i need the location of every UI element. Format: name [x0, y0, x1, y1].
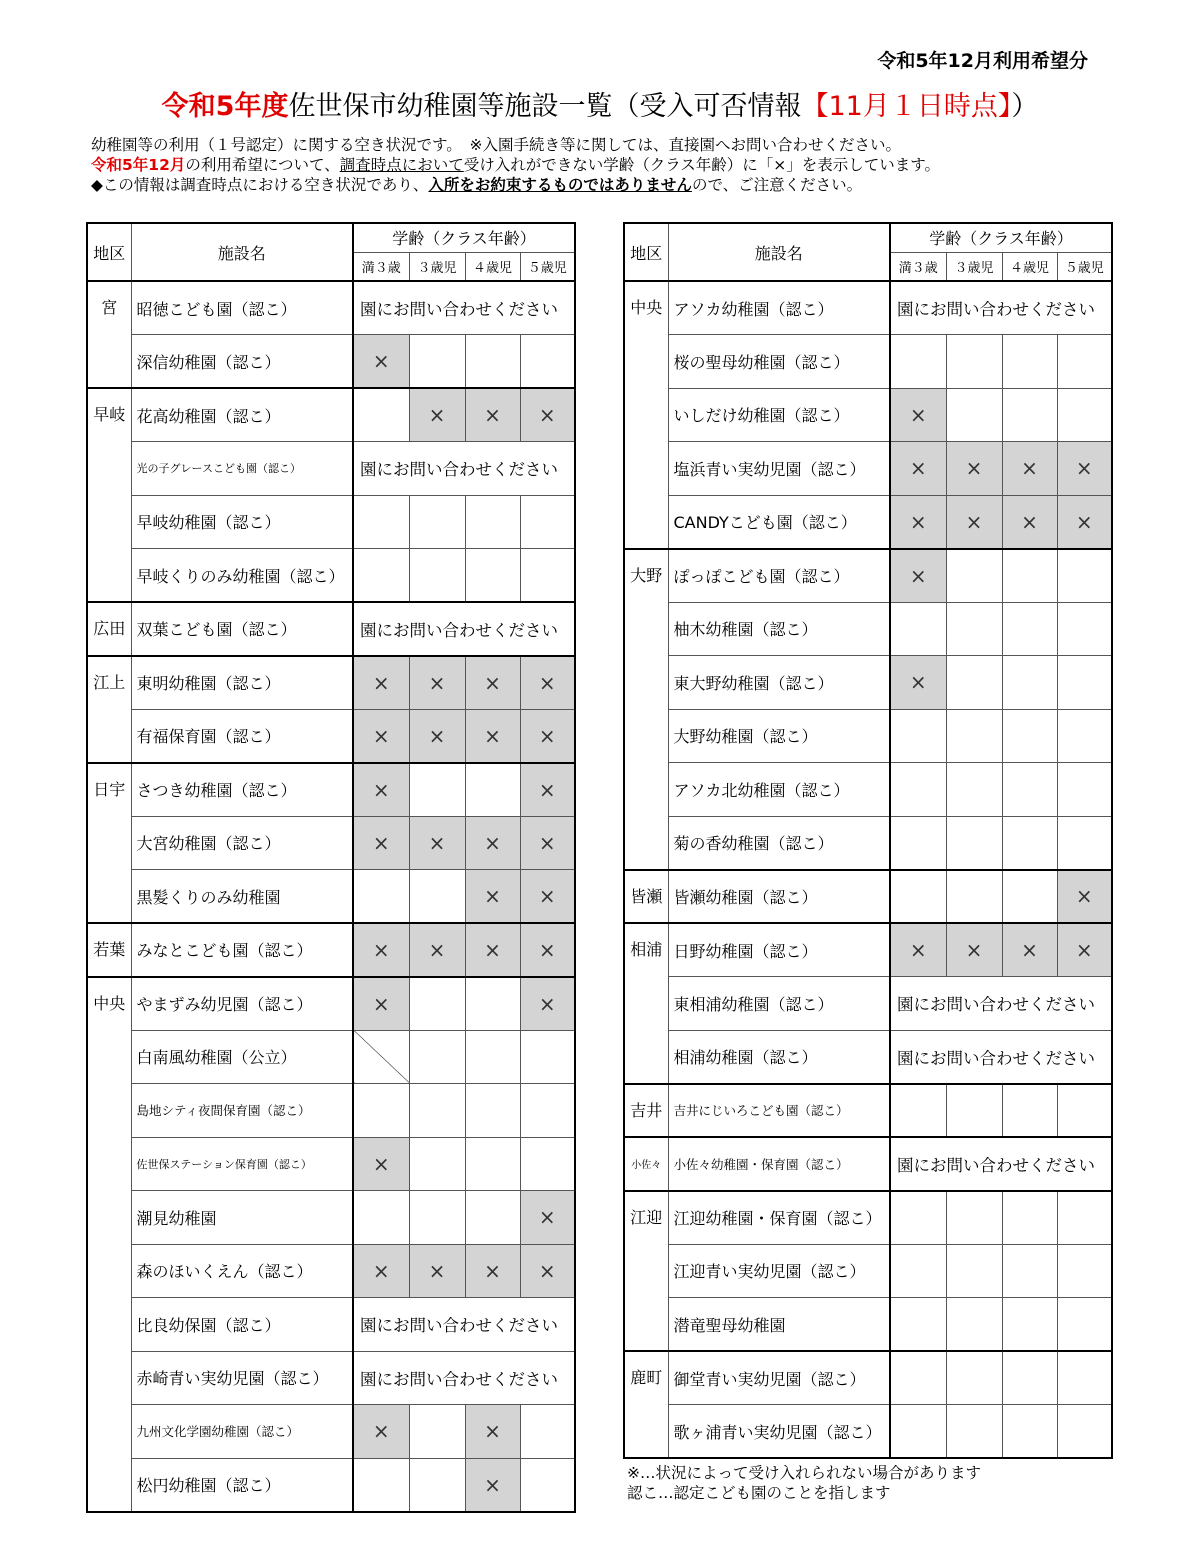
table-row	[87, 977, 575, 1031]
available-cell	[946, 388, 1002, 442]
available-cell	[1057, 1191, 1112, 1245]
unavailable-mark: ×	[890, 495, 946, 549]
unavailable-mark: ×	[465, 1458, 520, 1512]
table-row	[87, 1137, 575, 1191]
facility-name: 光の子グレースこども園（認こ）	[131, 442, 353, 496]
table-row	[87, 1084, 575, 1138]
table-row	[624, 442, 1112, 496]
unavailable-mark: ×	[890, 442, 946, 496]
table-row	[624, 335, 1112, 389]
available-cell	[946, 1405, 1002, 1459]
footnotes	[627, 1463, 981, 1503]
table-row	[624, 923, 1112, 977]
available-cell	[465, 1191, 520, 1245]
inquiry-note: 園にお問い合わせください	[353, 1351, 575, 1405]
table-row	[87, 870, 575, 924]
available-cell	[890, 1351, 946, 1405]
district-cell: 宮	[87, 281, 131, 388]
available-cell	[946, 335, 1002, 389]
facility-name: 昭徳こども園（認こ）	[131, 281, 353, 335]
unavailable-mark: ×	[946, 495, 1002, 549]
header-age-group: 学齢（クラス年齢）	[353, 223, 575, 252]
table-row	[624, 1191, 1112, 1245]
available-cell	[946, 549, 1002, 603]
facility-name: 塩浜青い実幼児園（認こ）	[668, 442, 890, 496]
header-district: 地区	[624, 223, 668, 281]
available-cell	[409, 1137, 465, 1191]
table-row	[624, 549, 1112, 603]
available-cell	[1057, 388, 1112, 442]
district-cell: 若葉	[87, 923, 131, 977]
unavailable-mark: ×	[1002, 923, 1057, 977]
unavailable-mark: ×	[465, 709, 520, 763]
available-cell	[1002, 335, 1057, 389]
unavailable-mark: ×	[890, 656, 946, 710]
available-cell	[1057, 1084, 1112, 1138]
available-cell	[520, 1084, 575, 1138]
table-row	[87, 816, 575, 870]
title-year: 令和5年度	[161, 91, 289, 122]
note-text: 受け入れができない学齢（クラス年齢）に「×」を表示しています。	[463, 156, 941, 174]
available-cell	[1057, 763, 1112, 817]
facility-name: 東相浦幼稚園（認こ）	[668, 977, 890, 1031]
facility-name: 柚木幼稚園（認こ）	[668, 602, 890, 656]
available-cell	[1057, 602, 1112, 656]
table-row	[87, 495, 575, 549]
unavailable-mark: ×	[353, 1244, 409, 1298]
available-cell	[890, 1405, 946, 1459]
table-row	[624, 602, 1112, 656]
facility-table-left	[86, 222, 576, 1513]
page-title	[0, 84, 1200, 123]
available-cell	[1057, 656, 1112, 710]
header-age-3: ４歳児	[1002, 252, 1057, 281]
table-row	[87, 442, 575, 496]
available-cell	[1057, 335, 1112, 389]
unavailable-mark: ×	[890, 923, 946, 977]
table-row	[87, 1458, 575, 1512]
unavailable-mark: ×	[520, 709, 575, 763]
header-age-3: ４歳児	[465, 252, 520, 281]
facility-name: 菊の香幼稚園（認こ）	[668, 816, 890, 870]
unavailable-mark: ×	[465, 1405, 520, 1459]
available-cell	[520, 1137, 575, 1191]
table-row	[624, 1405, 1112, 1459]
available-cell	[890, 870, 946, 924]
facility-name: 九州文化学園幼稚園（認こ）	[131, 1405, 353, 1459]
available-cell	[409, 763, 465, 817]
note-underline: 調査時点において	[339, 156, 464, 174]
inquiry-note: 園にお問い合わせください	[890, 1030, 1112, 1084]
available-cell	[946, 870, 1002, 924]
facility-name: 島地シティ夜間保育園（認こ）	[131, 1084, 353, 1138]
unavailable-mark: ×	[890, 388, 946, 442]
unavailable-mark: ×	[1002, 442, 1057, 496]
unavailable-mark: ×	[353, 1405, 409, 1459]
available-cell	[946, 1298, 1002, 1352]
available-cell	[1002, 763, 1057, 817]
facility-name: 日野幼稚園（認こ）	[668, 923, 890, 977]
table-row	[624, 763, 1112, 817]
available-cell	[890, 335, 946, 389]
table-row	[87, 709, 575, 763]
unavailable-mark: ×	[946, 442, 1002, 496]
available-cell	[890, 1298, 946, 1352]
unavailable-mark: ×	[409, 656, 465, 710]
district-cell: 早岐	[87, 388, 131, 602]
facility-name: 吉井にじいろこども園（認こ）	[668, 1084, 890, 1138]
available-cell	[1002, 870, 1057, 924]
available-cell	[520, 549, 575, 603]
unavailable-mark: ×	[353, 709, 409, 763]
available-cell	[946, 763, 1002, 817]
available-cell	[946, 602, 1002, 656]
facility-name: 早岐くりのみ幼稚園（認こ）	[131, 549, 353, 603]
unavailable-mark: ×	[465, 870, 520, 924]
table-row	[87, 656, 575, 710]
note-text: の利用希望について、	[185, 156, 340, 174]
unavailable-mark: ×	[1002, 495, 1057, 549]
table-row	[624, 1137, 1112, 1191]
facility-name: 比良幼保園（認こ）	[131, 1298, 353, 1352]
table-row	[87, 1191, 575, 1245]
available-cell	[409, 1191, 465, 1245]
unavailable-mark: ×	[520, 923, 575, 977]
available-cell	[409, 549, 465, 603]
available-cell	[1002, 1405, 1057, 1459]
available-cell	[353, 495, 409, 549]
facility-name: やまずみ幼児園（認こ）	[131, 977, 353, 1031]
note-line-2	[91, 155, 940, 175]
unavailable-mark: ×	[409, 1244, 465, 1298]
district-cell: 大野	[624, 549, 668, 870]
available-cell	[353, 870, 409, 924]
facility-name: 潜竜聖母幼稚園	[668, 1298, 890, 1352]
unavailable-mark: ×	[353, 816, 409, 870]
available-cell	[890, 602, 946, 656]
available-cell	[353, 1458, 409, 1512]
district-cell: 相浦	[624, 923, 668, 1084]
facility-name: 佐世保ステーション保育園（認こ）	[131, 1137, 353, 1191]
table-row	[624, 816, 1112, 870]
facility-name: みなとこども園（認こ）	[131, 923, 353, 977]
header-age-group: 学齢（クラス年齢）	[890, 223, 1112, 252]
header-district: 地区	[87, 223, 131, 281]
facility-name: 東明幼稚園（認こ）	[131, 656, 353, 710]
unavailable-mark: ×	[520, 656, 575, 710]
title-end: ）	[1011, 91, 1039, 122]
note-line-1: 幼稚園等の利用（１号認定）に関する空き状況です。 ※入園手続き等に関しては、直接園へお問い合わせください。	[91, 136, 902, 154]
available-cell	[946, 816, 1002, 870]
table-row	[624, 1084, 1112, 1138]
facility-name: 桜の聖母幼稚園（認こ）	[668, 335, 890, 389]
unavailable-mark: ×	[520, 388, 575, 442]
note-emphasis: 入所をお約束するものではありません	[428, 176, 692, 194]
unavailable-mark: ×	[465, 1244, 520, 1298]
available-cell	[520, 1458, 575, 1512]
table-row	[87, 1244, 575, 1298]
facility-name: 皆瀬幼稚園（認こ）	[668, 870, 890, 924]
inquiry-note: 園にお問い合わせください	[353, 281, 575, 335]
available-cell	[409, 1030, 465, 1084]
inquiry-note: 園にお問い合わせください	[353, 602, 575, 656]
available-cell	[520, 335, 575, 389]
table-row	[624, 281, 1112, 335]
available-cell	[946, 656, 1002, 710]
table-row	[87, 1351, 575, 1405]
unavailable-mark: ×	[946, 923, 1002, 977]
available-cell	[465, 1030, 520, 1084]
unavailable-mark: ×	[520, 1191, 575, 1245]
available-cell	[1002, 816, 1057, 870]
note-text: ので、ご注意ください。	[691, 176, 863, 194]
table-row	[87, 549, 575, 603]
unavailable-mark: ×	[465, 388, 520, 442]
unavailable-mark: ×	[1057, 442, 1112, 496]
table-row	[87, 281, 575, 335]
table-row	[624, 1298, 1112, 1352]
available-cell	[1002, 1351, 1057, 1405]
available-cell	[946, 1084, 1002, 1138]
facility-name: アソカ北幼稚園（認こ）	[668, 763, 890, 817]
available-cell	[409, 495, 465, 549]
available-cell	[890, 709, 946, 763]
available-cell	[1002, 388, 1057, 442]
table-row	[624, 388, 1112, 442]
facility-name: アソカ幼稚園（認こ）	[668, 281, 890, 335]
available-cell	[520, 1030, 575, 1084]
note-month: 令和5年12月	[91, 156, 186, 174]
unavailable-mark: ×	[520, 1244, 575, 1298]
unavailable-mark: ×	[520, 977, 575, 1031]
available-cell	[890, 816, 946, 870]
available-cell	[1057, 709, 1112, 763]
available-cell	[890, 1191, 946, 1245]
available-cell	[1002, 602, 1057, 656]
header-facility: 施設名	[668, 223, 890, 281]
available-cell	[465, 763, 520, 817]
available-cell	[890, 1084, 946, 1138]
note-text: ◆この情報は調査時点における空き状況であり、	[91, 176, 429, 194]
unavailable-mark: ×	[520, 763, 575, 817]
header-facility: 施設名	[131, 223, 353, 281]
facility-name: 白南風幼稚園（公立）	[131, 1030, 353, 1084]
available-cell	[465, 977, 520, 1031]
footnote-1: ※…状況によって受け入れられない場合があります	[627, 1464, 981, 1482]
available-cell	[465, 495, 520, 549]
table-row	[624, 656, 1112, 710]
unavailable-mark: ×	[409, 923, 465, 977]
available-cell	[1002, 656, 1057, 710]
table-row	[624, 709, 1112, 763]
facility-name: 花高幼稚園（認こ）	[131, 388, 353, 442]
available-cell	[1002, 1244, 1057, 1298]
unavailable-mark: ×	[1057, 923, 1112, 977]
unavailable-mark: ×	[1057, 870, 1112, 924]
facility-name: 赤崎青い実幼児園（認こ）	[131, 1351, 353, 1405]
district-cell: 広田	[87, 602, 131, 656]
inquiry-note: 園にお問い合わせください	[890, 1137, 1112, 1191]
table-row	[87, 388, 575, 442]
available-cell	[465, 335, 520, 389]
header-age-4: ５歳児	[1057, 252, 1112, 281]
table-row	[624, 1351, 1112, 1405]
facility-name: 相浦幼稚園（認こ）	[668, 1030, 890, 1084]
district-cell: 日宇	[87, 763, 131, 924]
available-cell	[1002, 1084, 1057, 1138]
table-row	[624, 495, 1112, 549]
available-cell	[946, 1244, 1002, 1298]
unavailable-mark: ×	[520, 870, 575, 924]
header-age-2: ３歳児	[946, 252, 1002, 281]
facility-name: 江迎幼稚園・保育園（認こ）	[668, 1191, 890, 1245]
district-cell: 江上	[87, 656, 131, 763]
available-cell	[946, 1351, 1002, 1405]
table-row	[624, 1244, 1112, 1298]
facility-name: 大野幼稚園（認こ）	[668, 709, 890, 763]
unavailable-mark: ×	[409, 388, 465, 442]
table-row	[87, 602, 575, 656]
available-cell	[1057, 816, 1112, 870]
available-cell	[1057, 1298, 1112, 1352]
available-cell	[409, 1405, 465, 1459]
header-age-1: 満３歳	[353, 252, 409, 281]
unavailable-mark: ×	[353, 335, 409, 389]
unavailable-mark: ×	[353, 1137, 409, 1191]
available-cell	[409, 1084, 465, 1138]
district-cell: 小佐々	[624, 1137, 668, 1191]
inquiry-note: 園にお問い合わせください	[353, 442, 575, 496]
inquiry-note: 園にお問い合わせください	[890, 281, 1112, 335]
available-cell	[1057, 1244, 1112, 1298]
available-cell	[465, 1084, 520, 1138]
available-cell	[1002, 709, 1057, 763]
available-cell	[465, 549, 520, 603]
facility-name: 大宮幼稚園（認こ）	[131, 816, 353, 870]
facility-name: 深信幼稚園（認こ）	[131, 335, 353, 389]
available-cell	[520, 1405, 575, 1459]
header-age-2: ３歳児	[409, 252, 465, 281]
available-cell	[409, 335, 465, 389]
facility-name: 双葉こども園（認こ）	[131, 602, 353, 656]
facility-table-right	[623, 222, 1113, 1459]
available-cell	[890, 1244, 946, 1298]
note-line-3	[91, 175, 940, 195]
unavailable-mark: ×	[465, 656, 520, 710]
table-row	[624, 977, 1112, 1031]
footnote-2: 認こ…認定こども園のことを指します	[627, 1484, 891, 1502]
available-cell	[1002, 1298, 1057, 1352]
title-date: 【11月１日時点】	[801, 91, 1012, 122]
unavailable-mark: ×	[520, 816, 575, 870]
facility-name: 小佐々幼稚園・保育園（認こ）	[668, 1137, 890, 1191]
facility-name: ぽっぽこども園（認こ）	[668, 549, 890, 603]
unavailable-mark: ×	[353, 977, 409, 1031]
facility-name: さつき幼稚園（認こ）	[131, 763, 353, 817]
available-cell	[1002, 1191, 1057, 1245]
facility-name: 早岐幼稚園（認こ）	[131, 495, 353, 549]
facility-name: 森のほいくえん（認こ）	[131, 1244, 353, 1298]
notes	[91, 135, 940, 195]
available-cell	[1057, 1405, 1112, 1459]
unavailable-mark: ×	[409, 709, 465, 763]
available-cell	[409, 870, 465, 924]
table-row	[87, 1405, 575, 1459]
district-cell: 江迎	[624, 1191, 668, 1352]
inquiry-note: 園にお問い合わせください	[353, 1298, 575, 1352]
available-cell	[1057, 549, 1112, 603]
inquiry-note: 園にお問い合わせください	[890, 977, 1112, 1031]
district-cell: 中央	[624, 281, 668, 549]
table-row	[87, 335, 575, 389]
table-row	[624, 1030, 1112, 1084]
facility-name: CANDYこども園（認こ）	[668, 495, 890, 549]
request-month-label: 令和5年12月利用希望分	[877, 50, 1088, 72]
unavailable-mark: ×	[890, 549, 946, 603]
available-cell	[946, 709, 1002, 763]
table-row	[87, 923, 575, 977]
title-main: 佐世保市幼稚園等施設一覧（受入可否情報	[288, 91, 802, 122]
unavailable-mark: ×	[1057, 495, 1112, 549]
facility-name: 松円幼稚園（認こ）	[131, 1458, 353, 1512]
facility-name: 東大野幼稚園（認こ）	[668, 656, 890, 710]
available-cell	[1057, 1351, 1112, 1405]
available-cell	[353, 549, 409, 603]
unavailable-mark: ×	[465, 923, 520, 977]
table-row	[87, 1030, 575, 1084]
facility-name: 江迎青い実幼児園（認こ）	[668, 1244, 890, 1298]
available-cell	[465, 1137, 520, 1191]
unavailable-mark: ×	[353, 923, 409, 977]
facility-name: 潮見幼稚園	[131, 1191, 353, 1245]
available-cell	[409, 977, 465, 1031]
facility-name: 有福保育園（認こ）	[131, 709, 353, 763]
unavailable-mark: ×	[465, 816, 520, 870]
available-cell	[353, 1084, 409, 1138]
available-cell	[353, 1191, 409, 1245]
district-cell: 吉井	[624, 1084, 668, 1138]
not-applicable-cell	[353, 1030, 409, 1084]
available-cell	[353, 388, 409, 442]
available-cell	[890, 763, 946, 817]
available-cell	[520, 495, 575, 549]
available-cell	[1002, 549, 1057, 603]
facility-name: 黒髪くりのみ幼稚園	[131, 870, 353, 924]
facility-name: いしだけ幼稚園（認こ）	[668, 388, 890, 442]
table-row	[87, 763, 575, 817]
district-cell: 皆瀬	[624, 870, 668, 924]
available-cell	[946, 1191, 1002, 1245]
table-row	[87, 1298, 575, 1352]
facility-name: 御堂青い実幼児園（認こ）	[668, 1351, 890, 1405]
table-row	[624, 870, 1112, 924]
unavailable-mark: ×	[353, 763, 409, 817]
available-cell	[409, 1458, 465, 1512]
district-cell: 鹿町	[624, 1351, 668, 1458]
unavailable-mark: ×	[409, 816, 465, 870]
header-age-4: ５歳児	[520, 252, 575, 281]
facility-name: 歌ヶ浦青い実幼児園（認こ）	[668, 1405, 890, 1459]
district-cell: 中央	[87, 977, 131, 1512]
unavailable-mark: ×	[353, 656, 409, 710]
header-age-1: 満３歳	[890, 252, 946, 281]
